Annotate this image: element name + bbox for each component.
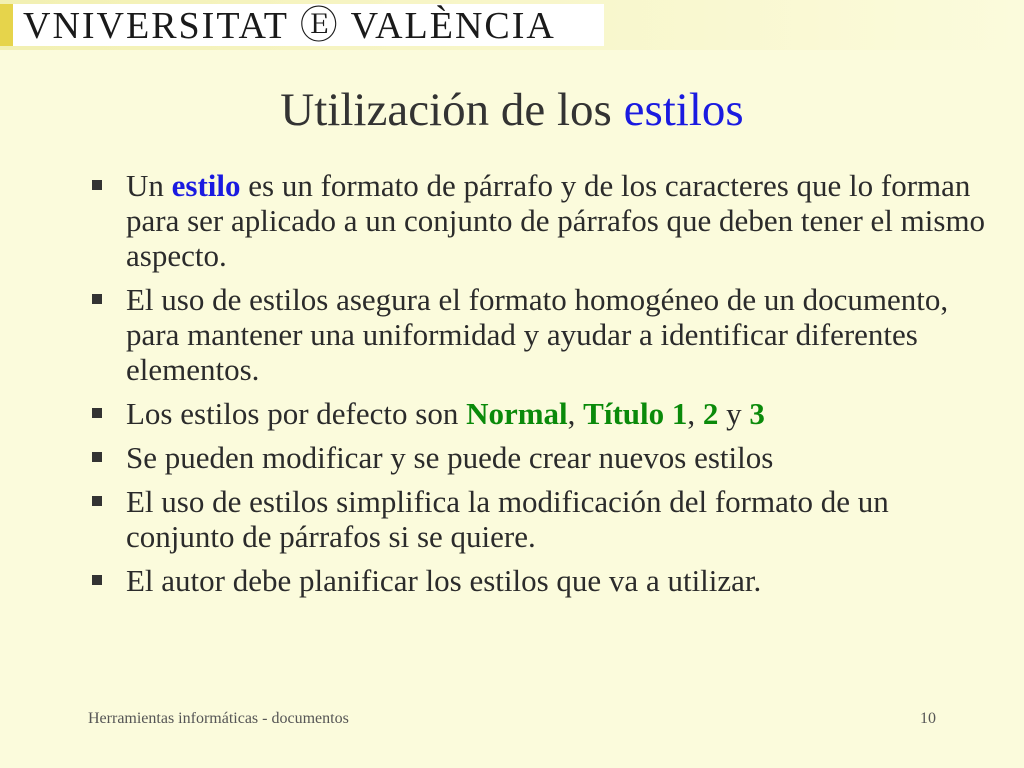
bullet-item-style-definition (88, 168, 998, 273)
bullet-item-plan-styles (88, 563, 998, 598)
bullet-text: Se pueden modificar y se puede crear nuevos estilos (126, 440, 774, 475)
footer-page-number: 10 (920, 710, 936, 727)
footer-course-name: Herramientas informáticas - documentos (88, 710, 349, 727)
bullet-item-default-styles (88, 396, 998, 431)
square-bullet-icon (92, 294, 102, 304)
bullet-item-simplify-formatting (88, 484, 998, 554)
style-name-2: 2 (702, 396, 719, 431)
bullet-text: El uso de estilos asegura el formato homogéneo de un documento, para mantener una uniformidad y ayudar a identificar diferentes elementos. (126, 282, 949, 387)
bullet-list (88, 168, 998, 607)
slide-title (0, 82, 1024, 138)
separator-comma: , (567, 396, 576, 431)
bullet-item-modify-styles (88, 440, 998, 475)
university-logo (0, 4, 604, 46)
bullet-item-homogeneous-format (88, 282, 998, 387)
header-band (0, 0, 1024, 50)
title-part2: estilos (623, 84, 744, 136)
logo-text: VNIVERSITAT Ⓔ VALÈNCIA (23, 5, 556, 47)
style-name-titulo-1: Título 1 (583, 396, 688, 431)
bullet-highlight-estilo: estilo (171, 168, 241, 203)
square-bullet-icon (92, 180, 102, 190)
conjunction-y: y (726, 396, 742, 431)
square-bullet-icon (92, 408, 102, 418)
square-bullet-icon (92, 452, 102, 462)
style-name-normal: Normal (466, 396, 568, 431)
square-bullet-icon (92, 575, 102, 585)
style-name-3: 3 (749, 396, 765, 431)
square-bullet-icon (92, 496, 102, 506)
bullet-text-pre: Los estilos por defecto son (126, 396, 459, 431)
bullet-text: El uso de estilos simplifica la modificación del formato de un conjunto de párrafos si se quiere. (126, 484, 889, 554)
title-part1: Utilización de los (280, 84, 612, 136)
bullet-text: El autor debe planificar los estilos que va a utilizar. (126, 563, 762, 598)
bullet-text-post: es un formato de párrafo y de los caracteres que lo forman para ser aplicado a un conjunto de párrafos que deben tener el mismo aspecto. (126, 168, 986, 273)
bullet-text-pre: Un (126, 168, 164, 203)
separator-comma: , (687, 396, 696, 431)
